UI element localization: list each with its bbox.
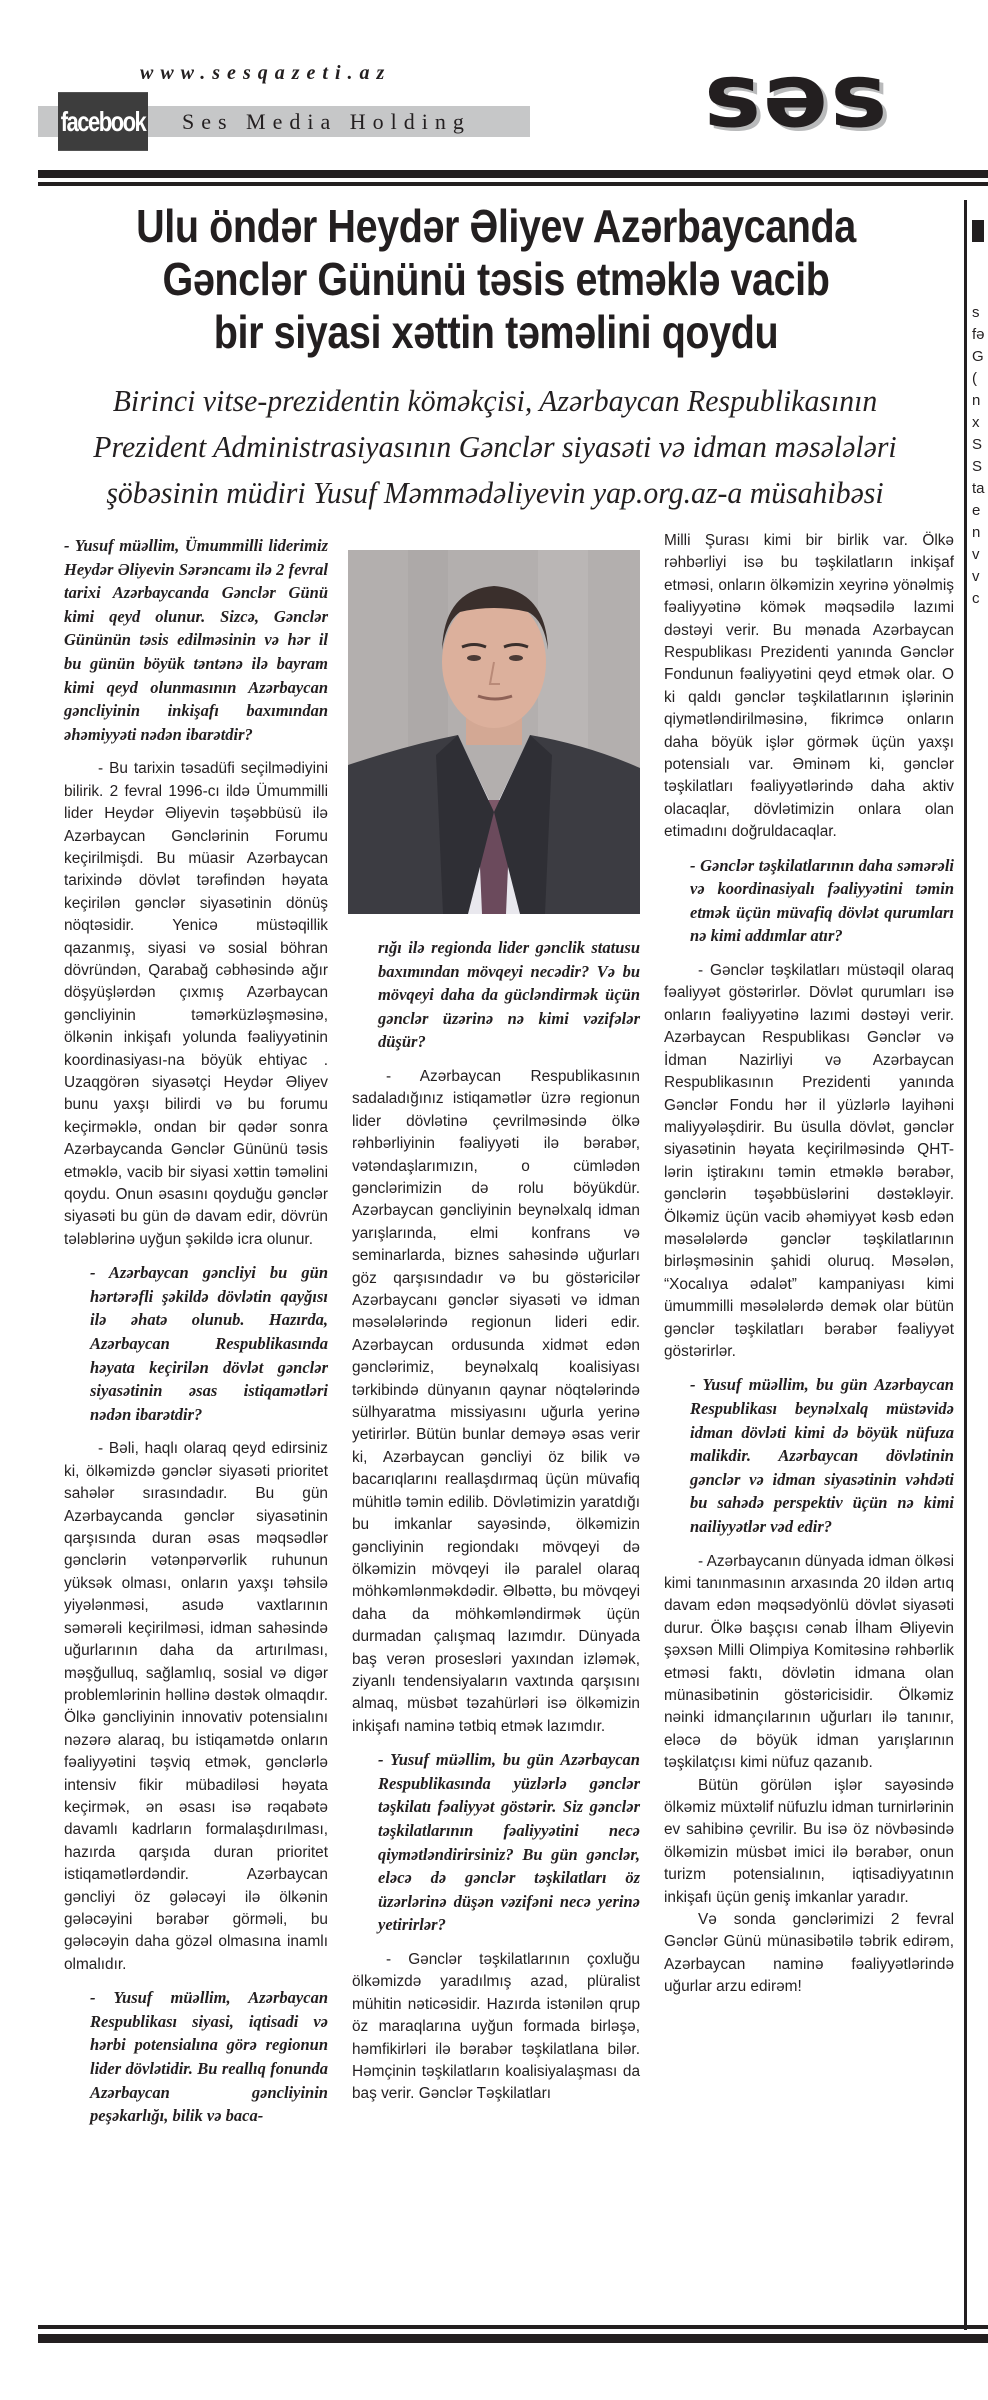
interview-answer: - Gənclər təşkilatları müstəqil olaraq fəaliyyət göstərirlər. Dövlət qurumları isə onların fəaliyyətinə lazımi dəstəyi verir. Azərbaycan Respublikası Gənclər və İdman Nazirliyi və Azərbaycan Respublikasının Prezidenti yanında Gənclər Fondu hər il yüzlərlə layihəni maliyyələşdirir. Bu üsulla dövlət, gənclər siyasətinin həyata keçirilməsində QHT-lərin iştirakını təmin etməklə bərabər, gənclərin təşəbbüslərini dəstəkləyir. Ölkəmiz üçün vacib əhəmiyyət kəsb edən məsələlərdə gənclər təşkilatlarının birləşməsinin şahidi oluruq. Məsələn, “Xocalıya ədalət” kampaniyası kimi ümummilli məsələlərdə demək olar bütün gənclər təşkilatları bərabər fəaliyyət göstərirlər. bbox=[664, 962, 954, 1360]
article-column-3 bbox=[664, 530, 954, 2009]
interview-answer: Milli Şurası kimi bir birlik var. Ölkə rəhbərliyi isə bu təşkilatların inkişaf etməsi, onların ölkəmizin xeyrinə yönəlmiş fəaliyyətinə kömək məqsədilə lazımi dəstəyi verir. Bu mənada Azərbaycan Respublikası Prezidenti yanında Gənclər Fondunun fəaliyyətini qeyd etmək olar. O ki qaldı gənclər təşkilatlarının işlərinin qiymətləndirilməsinə, fikrimcə onların daha böyük işlər görmək üçün yaxşı potensialı var. Əminəm ki, gənclər təşkilatları fəaliyyətlərində daha aktiv olacaqlar, dövlətimizin onlara olan etimadını doğruldacaqlar. bbox=[664, 532, 954, 841]
interview-question: - Yusuf müəllim, bu gün Azərbaycan Respublikasında yüzlərlə gənclər təşkilatı fəaliyyət göstərir. Siz gənclər təşkilatlarının fəaliyyətini necə qiymətləndirirsiniz? Bu gün gənclər, eləcə də gənclər təşkilatları öz üzərlərinə düşən vəzifəni necə yerinə yetirirlər? bbox=[378, 1750, 640, 1935]
adjacent-text-fragment: n bbox=[972, 524, 981, 541]
subtitle-line: şöbəsinin müdiri Yusuf Məmmədəliyevin yap.org.az-a müsahibəsi bbox=[106, 475, 884, 510]
subtitle-line: Prezident Administrasiyasının Gənclər siyasəti və idman məsələləri bbox=[93, 429, 897, 464]
website-url[interactable]: www.sesqazeti.az bbox=[140, 62, 392, 84]
interview-question: - Yusuf müəllim, Azərbaycan Respublikası siyasi, iqtisadi və hərbi potensialına görə regionun lider dövlətidir. Bu reallıq fonunda Azərbaycan gəncliyinin peşəkarlığı, bilik və baca- bbox=[90, 1988, 328, 2126]
portrait-image bbox=[348, 550, 640, 914]
article-column-2 bbox=[352, 936, 640, 2106]
interview-question: - Azərbaycan gəncliyi bu gün hərtərəfli şəkildə dövlətin qayğısı ilə əhatə olunub. Hazırda, Azərbaycan Respublikasında həyata keçirilən dövlət gənclər siyasətinin əsas istiqamətləri nədən ibarətdir? bbox=[90, 1263, 328, 1424]
interview-answer: - Bəli, haqlı olaraq qeyd edirsiniz ki, ölkəmizdə gənclər siyasəti prioritet sahələr sırasındadır. Bu gün Azərbaycanda gənclər siyasətinin qarşısında duran əsas məqsədlər gənclərin vətənpərvərlik ruhunun yüksək olması, onların yaxşı təhsilə yiyələnməsi, asudə vaxtlarının səmərəli keçirilməsi, idman sahəsində uğurlarının daha da artırılması, məşğulluq, sağlamlıq, sosial və digər problemlərinin həllinə dəstək olmaqdır. Ölkə gəncliyinin innovativ potensialını nəzərə alaraq, bu istiqamətdə onların fəaliyyətini təşviq etmək, gənclərlə intensiv fikir mübadiləsi həyata keçirmək, ən əsası isə rəqabətə davamlı kadrların formalaşdırılması, hazırda qarşıda duran prioritet istiqamətlərdəndir. Azərbaycan gəncliyi öz gələcəyi ilə ölkənin gələcəyini bərabər görməli, bu gələcəyin daha gözəl olmasına inamlı olmalıdır. bbox=[64, 1440, 328, 1973]
adjacent-text-fragment: fə bbox=[972, 326, 985, 343]
interview-answer: Və sonda gənclərimizi 2 fevral Gənclər Günü münasibətilə təbrik edirəm, Azərbaycan naminə fəaliyyətlərində uğurlar arzu edirəm! bbox=[664, 1911, 954, 1996]
adjacent-text-fragment: s bbox=[972, 304, 980, 321]
interview-answer: - Bu tarixin təsadüfi seçilmədiyini bilirik. 2 fevral 1996-cı ildə Ümummilli lider Heydər Əliyevin təşəbbüsü ilə Azərbaycan Gənclərinin Forumu keçirilmişdi. Bu müasir Azərbaycan tarixində dövlət tərəfindən həyata keçirilən gənclər siyasətinin dönüş nöqtəsidir. Yenicə müstəqillik qazanmış, siyasi və sosial böhran dövründən, Qarabağ cəbhəsində ağır döşyüşlərdən çıxmış Azərbaycan gəncliyinin təmərküzləşməsinə, ölkənin inkişafı yolunda fəaliyyətinin koordinasiyası-na böyük ehtiyac . Uzaqgörən siyasətçi Heydər Əliyev bunu yaxşı bilirdi və bu forumu keçirməklə, ondan bir qədər sonra Azərbaycanda Gənclər Gününü təsis etməklə, vacib bir siyasi xəttin təməlini qoydu. Onun əsasını qoyduğu gənclər siyasəti bu gün də davam edir, dövrün tələblərinə uyğun şəkildə icra olunur. bbox=[64, 760, 328, 1248]
holding-name: Ses Media Holding bbox=[182, 109, 471, 134]
interview-answer: - Azərbaycan Respublikasının sadaladığınız istiqamətlər üzrə regionun lider dövlətinə çevrilməsində ölkə rəhbərliyinin fəaliyyəti ilə bərabər, vətəndaşlarımızın, o cümlədən gənclərimizin də rolu böyükdür. Azərbaycan gəncliyinin beynəlxalq idman yarışlarında, elmi konfrans və seminarlarda, biznes sahəsində uğurları göz qarşısındadır və bu göstəricilər Azərbaycanı gənclər siyasəti və idman məsələlərində regionun lideri edir. Azərbaycan ordusunda xidmət edən gənclərimiz, beynəlxalq koalisiyası tərkibində dünyanın qaynar nöqtələrində sülhyaratma missiyasını uğurla yerinə yetirirlər. Bütün bunlar deməyə əsas verir ki, Azərbaycan gəncliyi öz bilik və bacarıqlarını reallaşdırmaq üçün müvafiq mühitlə təmin edilib. Dövlətimizin yaratdığı bu imkanlar sayəsində, ölkəmizin gəncliyinin regiondakı mövqeyi də ölkəmizin mövqeyi ilə paralel olaraq möhkəmlənməkdədir. Əlbəttə, bu mövqeyi daha da möhkəmləndirmək üçün durmadan çalışmaq lazımdır. Dünyada baş verən prosesləri yaxından izləmək, ziyanlı tendensiyaların vaxtında qarşısını almaq, müsbət təzahürləri isə ölkəmizin inkişafı naminə tətbiq etmək lazımdır. bbox=[352, 1067, 640, 1735]
adjacent-article-strip bbox=[972, 220, 988, 610]
interview-answer: - Azərbaycanın dünyada idman ölkəsi kimi tanınmasının arxasında 20 ildən artıq davam edən məqsədyönlü dövlət siyasəti durur. Ölkə başçısı cənab İlham Əliyevin şəxsən Milli Olimpiya Komitəsinə rəhbərlik etməsi faktı, dövlətin idmana olan münasibətinin göstəricisidir. Ölkəmiz nəinki idmançılarının uğurları ilə tanınır, eləcə də böyük idman yarışlarının təşkilatçısı kimi nüfuz qazanıb. bbox=[664, 1552, 954, 1772]
portrait-photo bbox=[348, 550, 640, 914]
adjacent-text-fragment: c bbox=[972, 590, 980, 607]
adjacent-text-fragment: x bbox=[972, 414, 980, 431]
article-headline bbox=[104, 200, 888, 359]
adjacent-text-fragment: v bbox=[972, 568, 980, 585]
adjacent-text-fragment: S bbox=[972, 458, 983, 475]
article-subtitle bbox=[49, 378, 942, 516]
interview-question: - Gənclər təşkilatlarının daha səmərəli və koordinasiyalı fəaliyyətini təmin etmək üçün müvafiq dövlət qurumları nə kimi addımlar atır? bbox=[690, 855, 954, 946]
interview-answer: - Gənclər təşkilatlarının çoxluğu ölkəmizdə yaradılmış azad, plüralist mühitin nəticəsidir. Hazırda istənilən qrup öz maraqlarına uyğun formada birləşə, həmfikirləri ilə bərabər təşkilatlana bilər. Həmçinin təşkilatların koalisiyalaşması da baş verir. Gənclər Təşkilatları bbox=[352, 1950, 640, 2103]
header-rule-thin bbox=[38, 182, 988, 186]
header-rule-thick bbox=[38, 170, 988, 178]
interview-question: rığı ilə regionda lider gənclik statusu baxımından mövqeyi necədir? Və bu mövqeyi daha da gücləndirmək üçün gənclər üzərinə nə kimi vəzifələr düşür? bbox=[378, 938, 640, 1052]
adjacent-text-fragment: S bbox=[972, 436, 983, 453]
adjacent-text-fragment: ( bbox=[972, 370, 977, 387]
adjacent-text-fragment: n bbox=[972, 392, 981, 409]
facebook-icon[interactable]: facebook bbox=[58, 92, 148, 151]
adjacent-headline-block bbox=[972, 220, 984, 242]
headline-line: Ulu öndər Heydər Əliyev Azərbaycanda bbox=[136, 200, 856, 252]
interview-answer: Bütün görülən işlər sayəsində ölkəmiz müxtəlif nüfuzlu idman turnirlərinin ev sahibinə çevrilir. Bu isə öz növbəsində ölkəmizin müsbət imici ilə bərabər, onun turizm potensialının, iqtisadiyyatının inkişafı üçün geniş imkanlar yaradır. bbox=[664, 1776, 954, 1906]
interview-question: - Yusuf müəllim, bu gün Azərbaycan Respublikası beynəlxalq müstəvidə idman dövləti kimi də böyük nüfuza malikdir. Azərbaycan dövlətinin gənclər və idman siyasətinin vəhdəti bu sahədə perspektiv üçün nə kimi nailiyyətlər vəd edir? bbox=[690, 1375, 954, 1536]
newspaper-logo: səs bbox=[704, 44, 890, 148]
interview-question: - Yusuf müəllim, Ümummilli liderimiz Heydər Əliyevin Sərəncamı ilə 2 fevral tarixi Azərbaycanda Gənclər Günü kimi qeyd olunur. Sizcə, Gənclər Gününün təsis edilməsinin və hər il bu günün böyük təntənə ilə bayram kimi qeyd olunmasının Azərbaycan gəncliyinin inkişafı baxımından əhəmiyyəti nədən ibarətdir? bbox=[64, 536, 328, 744]
subtitle-line: Birinci vitse-prezidentin köməkçisi, Azərbaycan Respublikasının bbox=[112, 383, 878, 418]
adjacent-text-fragment: G bbox=[972, 348, 984, 365]
adjacent-text-fragment: e bbox=[972, 502, 981, 519]
footer-rule-thin bbox=[38, 2325, 988, 2329]
footer-rule-thick bbox=[38, 2334, 988, 2343]
headline-line: bir siyasi xəttin təməlini qoydu bbox=[213, 306, 779, 358]
column-divider bbox=[964, 200, 967, 2330]
adjacent-text-fragment: v bbox=[972, 546, 980, 563]
adjacent-text-fragment: ta bbox=[972, 480, 985, 497]
headline-line: Gənclər Gününü təsis etməklə vacib bbox=[162, 253, 830, 305]
article-column-1 bbox=[64, 530, 328, 2128]
